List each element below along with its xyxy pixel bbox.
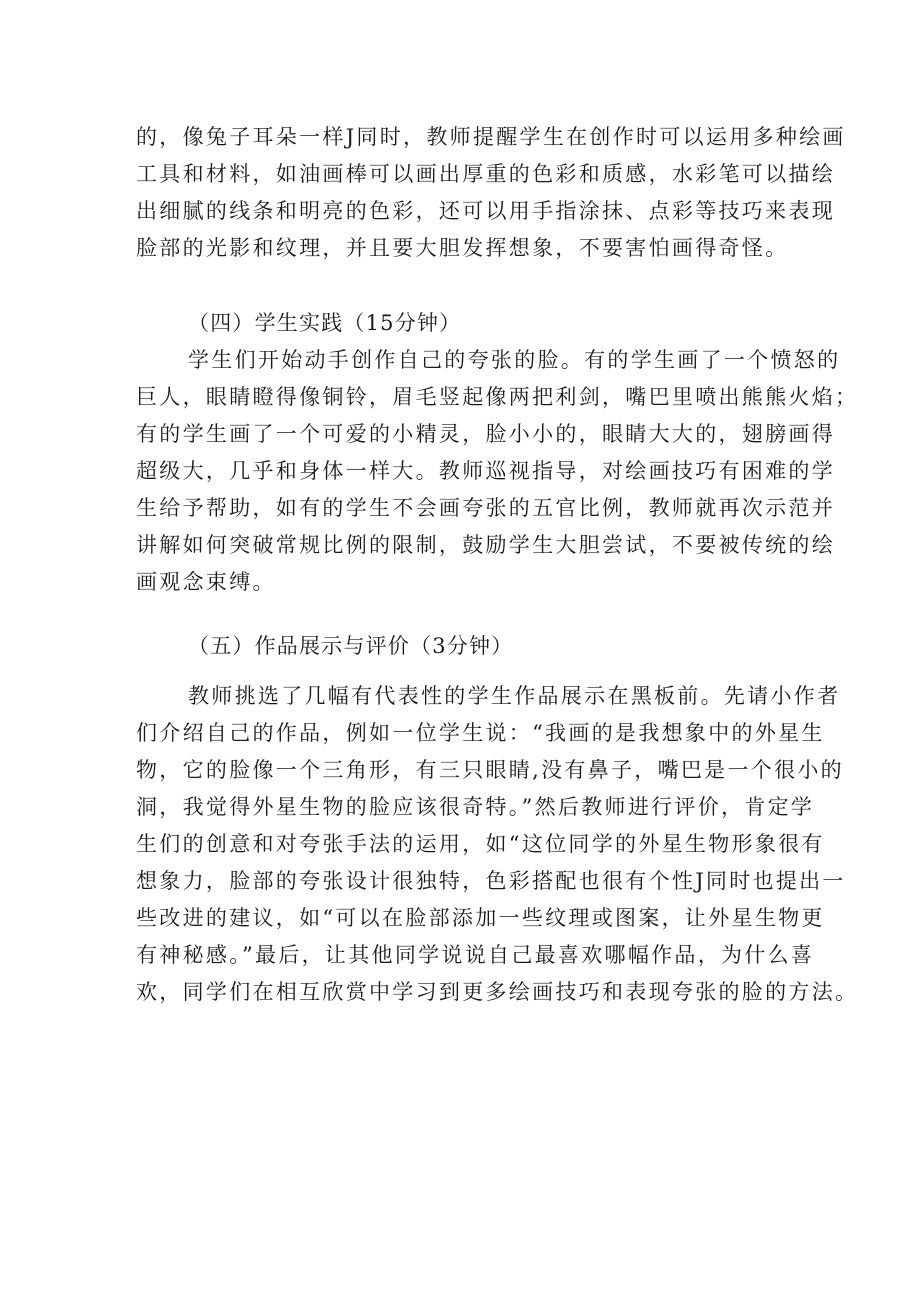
text-line: 超级大，几乎和身体一样大。教师巡视指导，对绘画技巧有困难的学	[136, 459, 835, 483]
section-heading-5: （五）作品展示与评价（3分钟）	[188, 634, 514, 658]
text-line: 些改进的建议，如“可以在脸部添加一些纹理或图案，让外星生物更	[136, 906, 825, 930]
text-line: 巨人，眼睛瞪得像铜铃，眉毛竖起像两把利剑，嘴巴里喷出熊熊火焰；	[136, 385, 859, 409]
text-line: 工具和材料，如油画棒可以画出厚重的色彩和质感，水彩笔可以描绘	[136, 162, 835, 186]
text-line: 们介绍自己的作品，例如一位学生说：“我画的是我想象中的外星生	[136, 721, 825, 745]
text-line: 生们的创意和对夸张手法的运用，如“这位同学的外星生物形象很有	[136, 832, 825, 856]
text-line: 有的学生画了一个可爱的小精灵，脸小小的，眼睛大大的，翅膀画得	[136, 422, 835, 446]
text-line: 出细腻的线条和明亮的色彩，还可以用手指涂抹、点彩等技巧来表现	[136, 199, 835, 223]
text-line: 想象力，脸部的夸张设计很独特，色彩搭配也很有个性J同时也提出一	[136, 869, 846, 893]
spacer	[136, 267, 801, 304]
text-line: 洞，我觉得外星生物的脸应该很奇特。”然后教师进行评价，肯定学	[136, 795, 815, 819]
text-line: 生给予帮助，如有的学生不会画夸张的五官比例，教师就再次示范并	[136, 496, 835, 520]
text-line: 有神秘感。”最后，让其他同学说说自己最喜欢哪幅作品，为什么喜	[136, 943, 815, 967]
text-line: 脸部的光影和纹理，并且要大胆发挥想象，不要害怕画得奇怪。	[136, 236, 789, 260]
text-line: 学生们开始动手创作自己的夸张的脸。有的学生画了一个愤怒的	[188, 348, 841, 372]
section-heading-4: （四）学生实践（15分钟）	[188, 311, 462, 335]
document-body	[136, 119, 859, 1011]
text-line: 画观念束缚。	[136, 570, 276, 594]
text-line: 的，像兔子耳朵一样J同时，教师提醒学生在创作时可以运用多种绘画	[136, 125, 846, 149]
text-line: 教师挑选了几幅有代表性的学生作品展示在黑板前。先请小作者	[188, 684, 841, 708]
paragraph-student-practice	[136, 342, 859, 601]
text-line: 讲解如何突破常规比例的限制，鼓励学生大胆尝试，不要被传统的绘	[136, 533, 835, 557]
paragraph-works-display	[136, 678, 859, 1011]
paragraph-continuation	[136, 119, 846, 267]
text-line: 欢，同学们在相互欣赏中学习到更多绘画技巧和表现夸张的脸的方法。	[136, 980, 859, 1004]
text-line: 物，它的脸像一个三角形，有三只眼睛,没有鼻子，嘴巴是一个很小的	[136, 758, 844, 782]
